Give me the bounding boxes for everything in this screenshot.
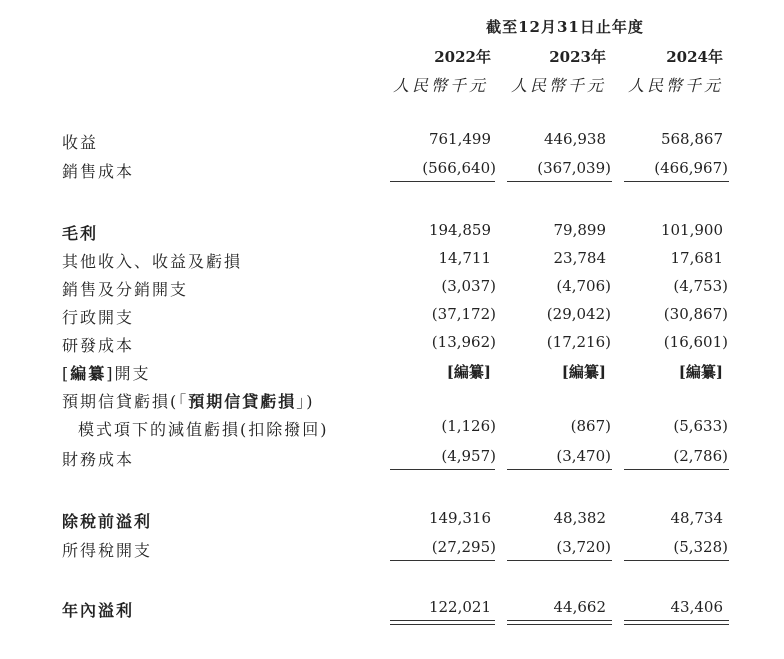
row-label-ecl-line2: 模式項下的減值虧損(扣除撥回): [78, 420, 329, 439]
revenue-2023: 446,938: [543, 130, 606, 148]
finance-costs-2022: (4,957): [441, 447, 496, 465]
cost-of-sales-2022: (566,640): [422, 159, 496, 177]
year-2023-header: 2023年: [549, 48, 606, 66]
redacted-expenses-2023: [編纂]: [561, 363, 606, 381]
row-label-admin-expenses: 行政開支: [62, 308, 135, 327]
row-label-other-income: 其他收入、收益及虧損: [62, 252, 243, 271]
subtotal-rule-2023: [507, 560, 612, 561]
gross-profit-2024: 101,900: [660, 221, 723, 239]
year-2024-header: 2024年: [666, 48, 723, 66]
row-label-ecl-line1: [62, 389, 315, 412]
finance-costs-2023: (3,470): [556, 447, 611, 465]
unit-2023: 人民幣千元: [510, 76, 606, 95]
ecl-suffix: 」): [296, 392, 315, 411]
finance-costs-2024: (2,786): [673, 447, 728, 465]
subtotal-rule-2023: [507, 469, 612, 470]
row-label-income-tax: 所得稅開支: [62, 541, 153, 560]
revenue-2024: 568,867: [660, 130, 723, 148]
revenue-2022: 761,499: [428, 130, 491, 148]
period-header: 截至12月31日止年度: [486, 18, 644, 36]
income-tax-2023: (3,720): [556, 538, 611, 556]
rnd-costs-2022: (13,962): [431, 333, 496, 351]
gross-profit-2022: 194,859: [428, 221, 491, 239]
admin-expenses-2022: (37,172): [431, 305, 496, 323]
income-tax-2022: (27,295): [431, 538, 496, 556]
other-income-2022: 14,711: [438, 249, 491, 267]
subtotal-rule-2024: [624, 181, 729, 182]
redacted-open-bracket: [: [62, 364, 71, 383]
impairment-2024: (5,633): [673, 417, 728, 435]
cost-of-sales-2024: (466,967): [654, 159, 728, 177]
profit-for-year-2023: 44,662: [553, 598, 606, 616]
row-label-rnd-costs: 研發成本: [62, 336, 135, 355]
row-label-selling-expenses: 銷售及分銷開支: [62, 280, 189, 299]
admin-expenses-2023: (29,042): [546, 305, 611, 323]
unit-2022: 人民幣千元: [392, 76, 488, 95]
profit-before-tax-2023: 48,382: [553, 509, 606, 527]
subtotal-rule-2024: [624, 469, 729, 470]
redacted-expenses-2024: [編纂]: [678, 363, 723, 381]
selling-expenses-2024: (4,753): [673, 277, 728, 295]
other-income-2023: 23,784: [553, 249, 606, 267]
total-double-rule-2023: [507, 620, 612, 625]
unit-2024: 人民幣千元: [627, 76, 723, 95]
redacted-word: 編纂: [70, 364, 107, 383]
other-income-2024: 17,681: [670, 249, 723, 267]
row-label-gross-profit: 毛利: [62, 224, 99, 243]
subtotal-rule-2024: [624, 560, 729, 561]
ecl-prefix: 預期信貸虧損(「: [62, 392, 189, 411]
row-label-profit-for-year: 年內溢利: [62, 601, 135, 620]
subtotal-rule-2022: [390, 560, 495, 561]
redacted-expenses-2022: [編纂]: [446, 363, 491, 381]
profit-for-year-2024: 43,406: [670, 598, 723, 616]
profit-before-tax-2022: 149,316: [428, 509, 491, 527]
subtotal-rule-2022: [390, 181, 495, 182]
impairment-2022: (1,126): [441, 417, 496, 435]
row-label-revenue: 收益: [62, 133, 99, 152]
rnd-costs-2024: (16,601): [663, 333, 728, 351]
year-2022-header: 2022年: [434, 48, 491, 66]
impairment-2023: (867): [570, 417, 611, 435]
cost-of-sales-2023: (367,039): [537, 159, 611, 177]
row-label-redacted-expenses: [62, 361, 151, 384]
rnd-costs-2023: (17,216): [546, 333, 611, 351]
gross-profit-2023: 79,899: [553, 221, 606, 239]
subtotal-rule-2023: [507, 181, 612, 182]
row-label-finance-costs: 財務成本: [62, 450, 135, 469]
subtotal-rule-2022: [390, 469, 495, 470]
profit-for-year-2022: 122,021: [428, 598, 491, 616]
selling-expenses-2022: (3,037): [441, 277, 496, 295]
income-tax-2024: (5,328): [673, 538, 728, 556]
redacted-suffix: ]開支: [106, 364, 151, 383]
row-label-cost-of-sales: 銷售成本: [62, 162, 135, 181]
admin-expenses-2024: (30,867): [663, 305, 728, 323]
profit-before-tax-2024: 48,734: [670, 509, 723, 527]
total-double-rule-2024: [624, 620, 729, 625]
selling-expenses-2023: (4,706): [556, 277, 611, 295]
row-label-profit-before-tax: 除稅前溢利: [62, 512, 153, 531]
total-double-rule-2022: [390, 620, 495, 625]
ecl-defined-term: 預期信貸虧損: [188, 392, 297, 411]
